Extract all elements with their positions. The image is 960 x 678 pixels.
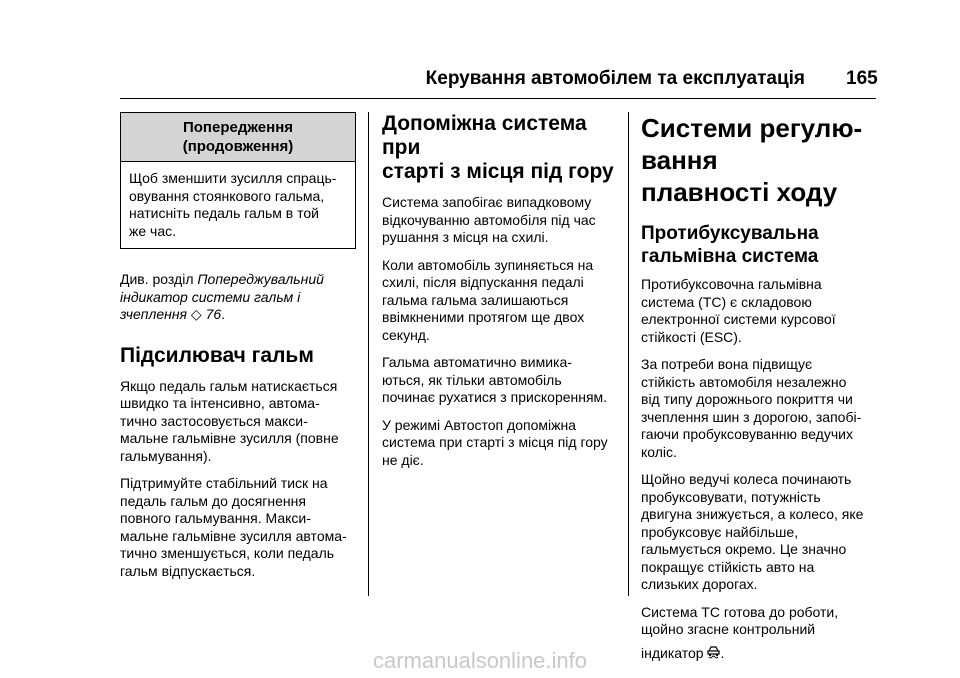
column-divider-1: [368, 112, 369, 596]
paragraph: Система ТС готова до роботи, щойно згасне контрольний: [641, 603, 839, 637]
reference-link[interactable]: Попереджувальний індикатор системи гальм і зчеплення: [120, 271, 324, 322]
indicator-suffix: .: [720, 644, 725, 661]
section-title-hill-start-assist: Допоміжна система при старті з місця під гору: [382, 112, 614, 183]
header-title: Керування автомобілем та експлуатація: [425, 68, 805, 89]
chapter-title: Системи регулю- вання плавності ходу: [641, 113, 863, 207]
paragraph: Підтримуйте стабільний тиск на педаль гальм до досягнення повного гальмування. Макси- мальне гальмівне зусилля автома- тично зменшується, коли педаль гальм відпускається.: [120, 475, 347, 579]
header-rule: [120, 98, 876, 99]
paragraph: Протибуксовочна гальмівна система (ТС) є складовою електронної системи курсової стійкості (ESC).: [641, 276, 836, 345]
warning-box: [120, 112, 356, 249]
paragraph: Гальма автоматично вимика- ються, як тільки автомобіль починає рухатися з прискоренням.: [382, 354, 608, 405]
see-suffix: .: [221, 306, 226, 322]
paragraph: За потреби вона підвищує стійкість автомобіля незалежно від типу дорожнього покриття чи зчеплення шин з дорогою, запобі- гаючи пробуксовуванню ведучих коліс.: [641, 356, 862, 460]
paragraph: У режимі Автостоп допоміжна система при старті з місця під гору не діє.: [382, 416, 608, 468]
watermark: carmanualsonline.info: [372, 648, 588, 673]
paragraph: Коли автомобіль зупиняється на схилі, після відпускання педалі гальма гальма залишаються ввімкненими протягом ще двох секунд.: [382, 256, 594, 343]
warning-title: Попередження (продовження): [121, 113, 355, 162]
page-ref-number[interactable]: 76: [205, 306, 222, 322]
section-title-traction-control: Протибуксувальна гальмівна система: [641, 223, 819, 267]
page-number: 165: [846, 68, 878, 89]
warning-body: Щоб зменшити зусилля спраць- овування стоянкового гальма, натисніть педаль гальм в той же час.: [129, 170, 337, 239]
page-ref-icon: ◇: [190, 306, 202, 322]
paragraph: Система запобігає випадковому відкочуванню автомобіля під час рушання з місця на схилі.: [382, 194, 596, 245]
see-reference: Див. розділ Попереджувальний індикатор системи гальм і зчеплення ◇ 76.: [120, 271, 324, 322]
column-2: [382, 112, 616, 469]
section-title-brake-assist: Підсилювач гальм: [120, 343, 314, 367]
column-3: [641, 112, 877, 664]
column-1: [120, 112, 356, 580]
column-divider-2: [628, 112, 629, 596]
indicator-label: індикатор: [641, 644, 708, 661]
paragraph: Щойно ведучі колеса починають пробуксовувати, потужність двигуна знижується, а колесо, яке пробуксовує найбільше, гальмується окремо. Це значно покращує стійкість авто на слизьких дорогах.: [641, 471, 864, 592]
paragraph: Якщо педаль гальм натискається швидко та інтенсивно, автома- тично застосовується макси- мальне гальмівне зусилля (повне гальмування).: [120, 377, 339, 464]
